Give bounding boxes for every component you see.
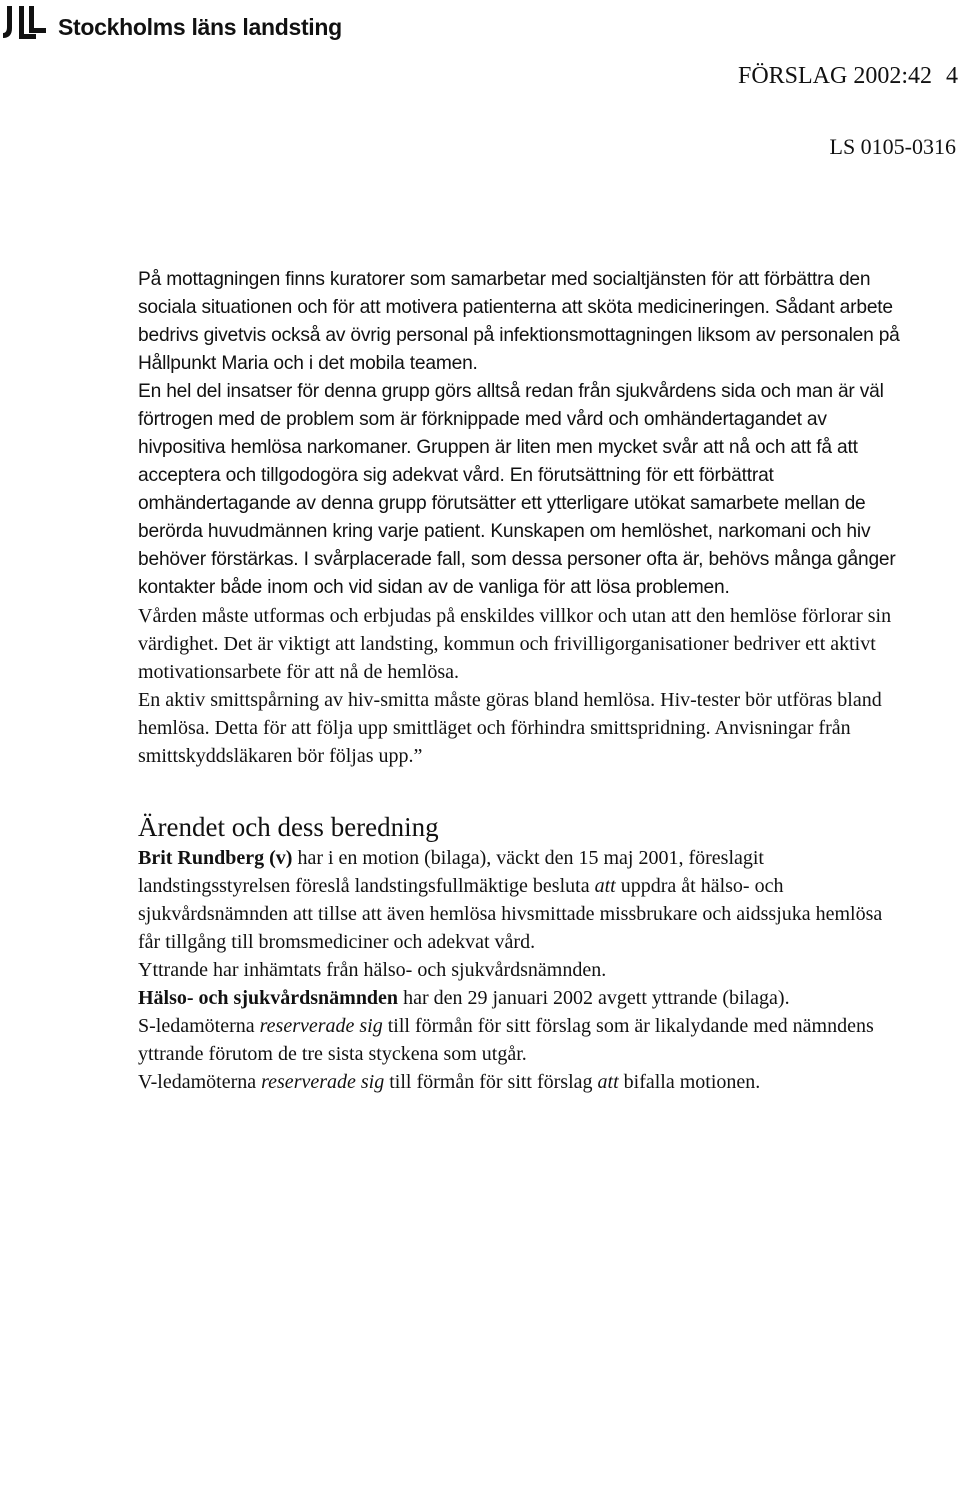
s-suffix: till förmån för sitt förslag som är likalydande med nämndens yttrande förutom de tre sista styckena som utgår. bbox=[138, 1015, 874, 1065]
paragraph-v-ledamoterna bbox=[138, 1068, 908, 1096]
v-emph: reserverade sig bbox=[261, 1071, 385, 1093]
v-emph2: att bbox=[597, 1071, 619, 1093]
v-middle: till förmån för sitt förslag bbox=[384, 1071, 598, 1093]
motion-text-b: uppdra åt hälso- och sjukvårdsnämnden att tillse att även hemlösa hivsmittade missbrukare och aidssjuka hemlösa får tillgång till bromsmediciner och adekvat vård. bbox=[138, 875, 883, 953]
paragraph-s-ledamoterna bbox=[138, 1012, 908, 1068]
paragraph-smittsparning: En aktiv smittspårning av hiv-smitta måste göras bland hemlösa. Hiv-tester bör utföras bland hemlösa. Detta för att följa upp smittläget och förhindra smittspridning. Anvisningar från smittskyddsläkaren bör följas upp.” bbox=[138, 689, 882, 767]
s-prefix: S-ledamöterna bbox=[138, 1015, 260, 1037]
v-prefix: V-ledamöterna bbox=[138, 1071, 262, 1093]
paragraph-yttrande: Yttrande har inhämtats från hälso- och sjukvårdsnämnden. bbox=[138, 959, 607, 981]
motion-author: Brit Rundberg (v) bbox=[138, 847, 293, 869]
s-emph: reserverade sig bbox=[259, 1015, 383, 1037]
document-body bbox=[138, 266, 908, 1096]
motion-emph: att bbox=[594, 875, 616, 897]
document-id: FÖRSLAG 2002:42 bbox=[737, 63, 932, 89]
committee-name: Hälso- och sjukvårdsnämnden bbox=[138, 987, 399, 1009]
committee-text: har den 29 januari 2002 avgett yttrande (bilaga). bbox=[398, 987, 790, 1009]
document-title bbox=[737, 60, 958, 92]
paragraph-kuratorer: På mottagningen finns kuratorer som samarbetar med socialtjänsten för att förbättra den sociala situationen och för att motivera patienterna att sköta medicineringen. Sådant arbete bedrivs givetvis också av övrig personal på infektionsmottagningen liksom av personalen på Hållpunkt Maria och i det mobila teamen. bbox=[138, 269, 900, 374]
paragraph-varden: Vården måste utformas och erbjudas på enskildes villkor och utan att den hemlöse förlorar sin värdighet. Det är viktigt att landsting, kommun och frivilligorganisationer bedriver ett aktivt motivationsarbete för att nå de hemlösa. bbox=[138, 605, 892, 683]
page-number: 4 bbox=[946, 63, 958, 89]
paragraph-motion bbox=[138, 844, 908, 956]
section-heading: Ärendet och dess beredning bbox=[138, 812, 439, 842]
v-suffix: bifalla motionen. bbox=[618, 1071, 761, 1093]
document-reference: LS 0105-0316 bbox=[829, 134, 956, 159]
org-name: Stockholms läns landsting bbox=[58, 13, 342, 40]
paragraph-insatser: En hel del insatser för denna grupp görs alltså redan från sjukvårdens sida och man är väl förtrogen med de problem som är förknippade med vård och omhändertagandet av hivpositiva hemlösa narkomaner. Gruppen är liten men mycket svår att nå och att få att acceptera och tillgodogöra sig adekvat vård. En förutsättning för ett förbättrat omhändertagande av denna grupp förutsätter ett ytterligare utökat samarbete mellan de berörda huvudmännen kring varje patient. Kunskapen om hemlöshet, narkomani och hiv behöver förstärkas. I svårplacerade fall, som dessa personer ofta är, behövs många gånger kontakter både inom och vid sidan av de vanliga för att lösa problemen. bbox=[138, 381, 896, 598]
org-logo bbox=[0, 4, 342, 44]
sll-logo-icon bbox=[0, 4, 54, 44]
paragraph-namnden bbox=[138, 984, 908, 1012]
motion-text-a: har i en motion (bilaga), väckt den 15 maj 2001, föreslagit landstingsstyrelsen föreslå landstingsfullmäktige besluta bbox=[138, 847, 764, 897]
